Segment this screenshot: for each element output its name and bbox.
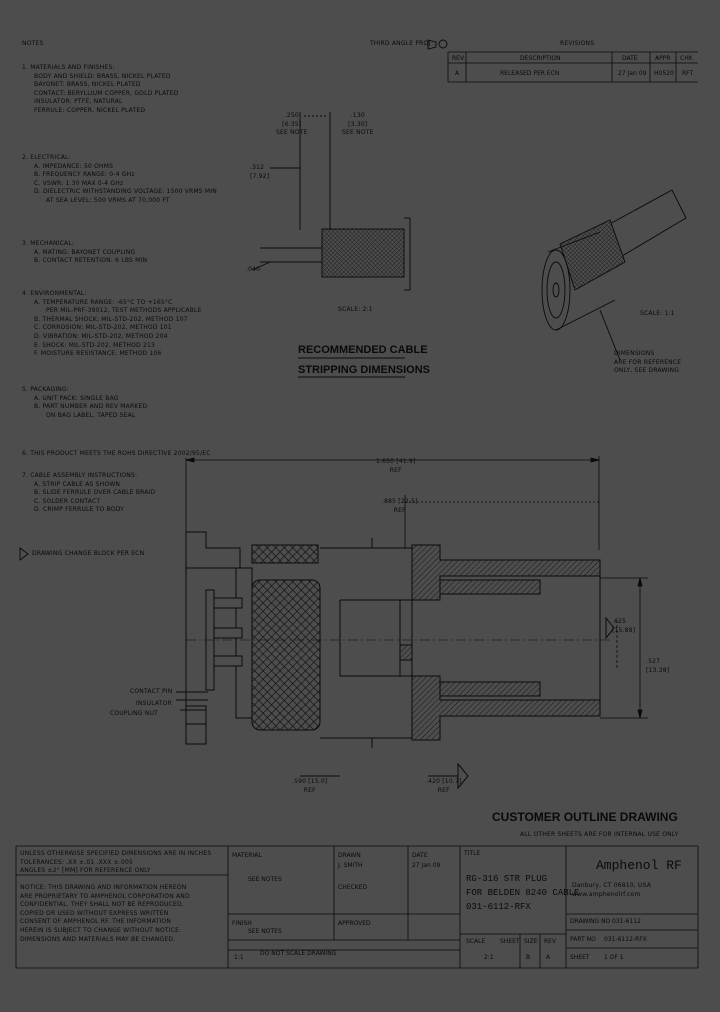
note-2: 2. ELECTRICAL: A. IMPEDANCE: 50 OHMS B. FREQUENCY RANGE: 0-4 GHz C. VSWR: 1.30 MAX 0-4 GHz D. DIELECTRIC WITHSTANDING VOLTAGE: 1500 VRMS MIN AT SEA LEVEL: 500 VRMS AT 70,000 FT xyxy=(22,154,217,204)
label-coupling-nut: COUPLING NUT xyxy=(110,710,159,717)
change-flag-icon xyxy=(20,548,28,560)
scale-value: 2:1 xyxy=(484,954,494,961)
part-no-value: 031-6112-RFX xyxy=(604,936,647,943)
rev-value: A xyxy=(546,954,551,961)
dim-bottom-1: .590 [15.0] REF xyxy=(292,778,328,794)
third-angle-label: THIRD ANGLE PROJ xyxy=(370,40,431,47)
finish-label: FINISH xyxy=(232,920,252,927)
label-insulator: INSULATOR xyxy=(136,700,172,707)
dim-overall: 1.650 [41.9] REF xyxy=(376,458,416,474)
strip-dim-d: .040 xyxy=(246,266,261,273)
rev-col-date: DATE xyxy=(622,55,638,62)
disclaimer-block: NOTICE: THIS DRAWING AND INFORMATION HEREON ARE PROPRIETARY TO AMPHENOL CORPORATION AND CONFIDENTIAL. THEY SHALL NOT BE REPRODUCED, COPIED OR USED WITHOUT EXPRESS WRITTEN CONSENT OF AMPHENOL RF. THE INFORMATION HEREIN IS SUBJECT TO CHANGE WITHOUT NOTICE. DIMENSIONS AND MATERIALS MAY BE CHANGED. xyxy=(20,884,190,943)
dim-mid: .885 [22.5] REF xyxy=(382,498,418,514)
drawing-no-label: DRAWING NO xyxy=(570,918,611,925)
bottom-left-scale: 1:1 xyxy=(234,954,244,961)
tolerances-block: UNLESS OTHERWISE SPECIFIED DIMENSIONS ARE IN INCHES TOLERANCES: .XX ±.01 .XXX ±.005 ANGLES ±2° [MM] FOR REFERENCE ONLY xyxy=(20,850,212,875)
note-4: 4. ENVIRONMENTAL: A. TEMPERATURE RANGE: -65°C TO +165°C PER MIL-PRF-39012, TEST METHODS APPLICABLE B. THERMAL SHOCK: MIL-STD-202, METHOD 107 C. CORROSION: MIL-STD-202, METHOD 101 D. VIBRATION: MIL-STD-202, METHOD 204 E. SHOCK: MIL-STD-202, METHOD 213 F. MOISTURE RESISTANCE: METHOD 106 xyxy=(22,290,202,358)
material-value: SEE NOTES xyxy=(248,876,282,883)
iso-callout: DIMENSIONS ARE FOR REFERENCE ONLY, SEE DRAWING xyxy=(614,350,682,375)
sheet-of-value: 1 OF 1 xyxy=(604,954,624,961)
rev-col-description: DESCRIPTION xyxy=(520,55,561,62)
finish-value: SEE NOTES xyxy=(248,928,282,935)
rev-col-appr: APPR xyxy=(655,55,671,62)
strip-scale: SCALE: 2:1 xyxy=(338,306,373,313)
rev-row-description: RELEASED PER ECN xyxy=(500,70,560,77)
revisions-label: REVISIONS xyxy=(560,40,595,47)
third-angle-symbol xyxy=(428,40,447,49)
title-label: TITLE xyxy=(464,850,481,857)
customer-outline-title: CUSTOMER OUTLINE DRAWING xyxy=(492,810,678,824)
material-label: MATERIAL xyxy=(232,852,262,859)
company-name: Amphenol RF xyxy=(596,858,682,873)
date-value: 27 Jan 09 xyxy=(412,862,441,869)
rev-row-appr: H0520 xyxy=(654,70,674,77)
approved-label: APPROVED xyxy=(338,920,371,927)
drawn-label: DRAWN xyxy=(338,852,361,859)
size-value: B xyxy=(526,954,531,961)
rev-row-rev: A xyxy=(455,70,460,77)
sheet-of-label: SHEET xyxy=(570,954,590,961)
size-label: SIZE xyxy=(524,938,538,945)
rev-col-rev: REV xyxy=(452,55,465,62)
sheet-label: SHEET xyxy=(500,938,520,945)
strip-dim-a: .250 [6.35] SEE NOTE xyxy=(276,112,308,137)
date-label: DATE xyxy=(412,852,428,859)
note-1: 1. MATERIALS AND FINISHES: BODY AND SHIELD: BRASS, NICKEL PLATED BAYONET: BRASS, NICKEL PLATED CONTACT: BERYLLIUM COPPER, GOLD PLATED INSULATOR: PTFE, NATURAL FERRULE: COPPER, NICKEL PLATED xyxy=(22,64,179,114)
note-8: DRAWING CHANGE BLOCK PER ECN xyxy=(32,550,145,557)
rev-row-chk: RFT xyxy=(682,70,694,77)
rev-label: REV xyxy=(544,938,557,945)
iso-scale: SCALE: 1:1 xyxy=(640,310,675,317)
part-no-label: PART NO xyxy=(570,936,596,943)
recommended-title-1: RECOMMENDED CABLE xyxy=(298,344,428,356)
label-contact-pin: CONTACT PIN xyxy=(130,688,173,695)
drawn-value: J. SMITH xyxy=(338,862,363,869)
title-lines: RG-316 STR PLUG FOR BELDEN 8240 CABLE 031-6112-RFX xyxy=(466,874,580,912)
isometric-connector xyxy=(542,190,686,360)
dim-dia1: .625 [15.88] xyxy=(612,618,636,634)
cable-strip-drawing xyxy=(252,112,410,290)
rev-row-date: 27 Jan 09 xyxy=(618,70,647,77)
strip-dim-b: .130 [3.30] SEE NOTE xyxy=(342,112,374,137)
drawing-no-value: 031-6112 xyxy=(612,918,641,925)
do-not-scale: DO NOT SCALE DRAWING xyxy=(260,950,337,957)
notes-label: NOTES xyxy=(22,40,44,47)
other-sheets-note: ALL OTHER SHEETS ARE FOR INTERNAL USE ONLY xyxy=(520,831,679,838)
checked-label: CHECKED xyxy=(338,884,368,891)
scale-label: SCALE xyxy=(466,938,486,945)
dim-dia2: .527 [13.38] xyxy=(646,658,670,674)
section-view xyxy=(176,532,614,788)
note-7: 7. CABLE ASSEMBLY INSTRUCTIONS: A. STRIP CABLE AS SHOWN B. SLIDE FERRULE OVER CABLE BRAID C. SOLDER CONTACT D. CRIMP FERRULE TO BODY xyxy=(22,472,156,514)
note-5: 5. PACKAGING: A. UNIT PACK: SINGLE BAG B. PART NUMBER AND REV MARKED ON BAG LABEL, TAPED SEAL xyxy=(22,386,148,419)
recommended-title-2: STRIPPING DIMENSIONS xyxy=(298,364,431,376)
note-3: 3. MECHANICAL: A. MATING: BAYONET COUPLING B. CONTACT RETENTION: 6 LBS MIN xyxy=(22,240,148,265)
dim-bottom-2: .420 [10.7] REF xyxy=(426,778,462,794)
note-6: 6. THIS PRODUCT MEETS THE ROHS DIRECTIVE 2002/95/EC xyxy=(22,450,211,457)
rev-col-chk: CHK xyxy=(680,55,693,62)
company-address: Danbury, CT 06810, USA www.amphenolrf.com xyxy=(572,882,652,898)
strip-dim-c: .312 [7.92] xyxy=(250,164,270,180)
